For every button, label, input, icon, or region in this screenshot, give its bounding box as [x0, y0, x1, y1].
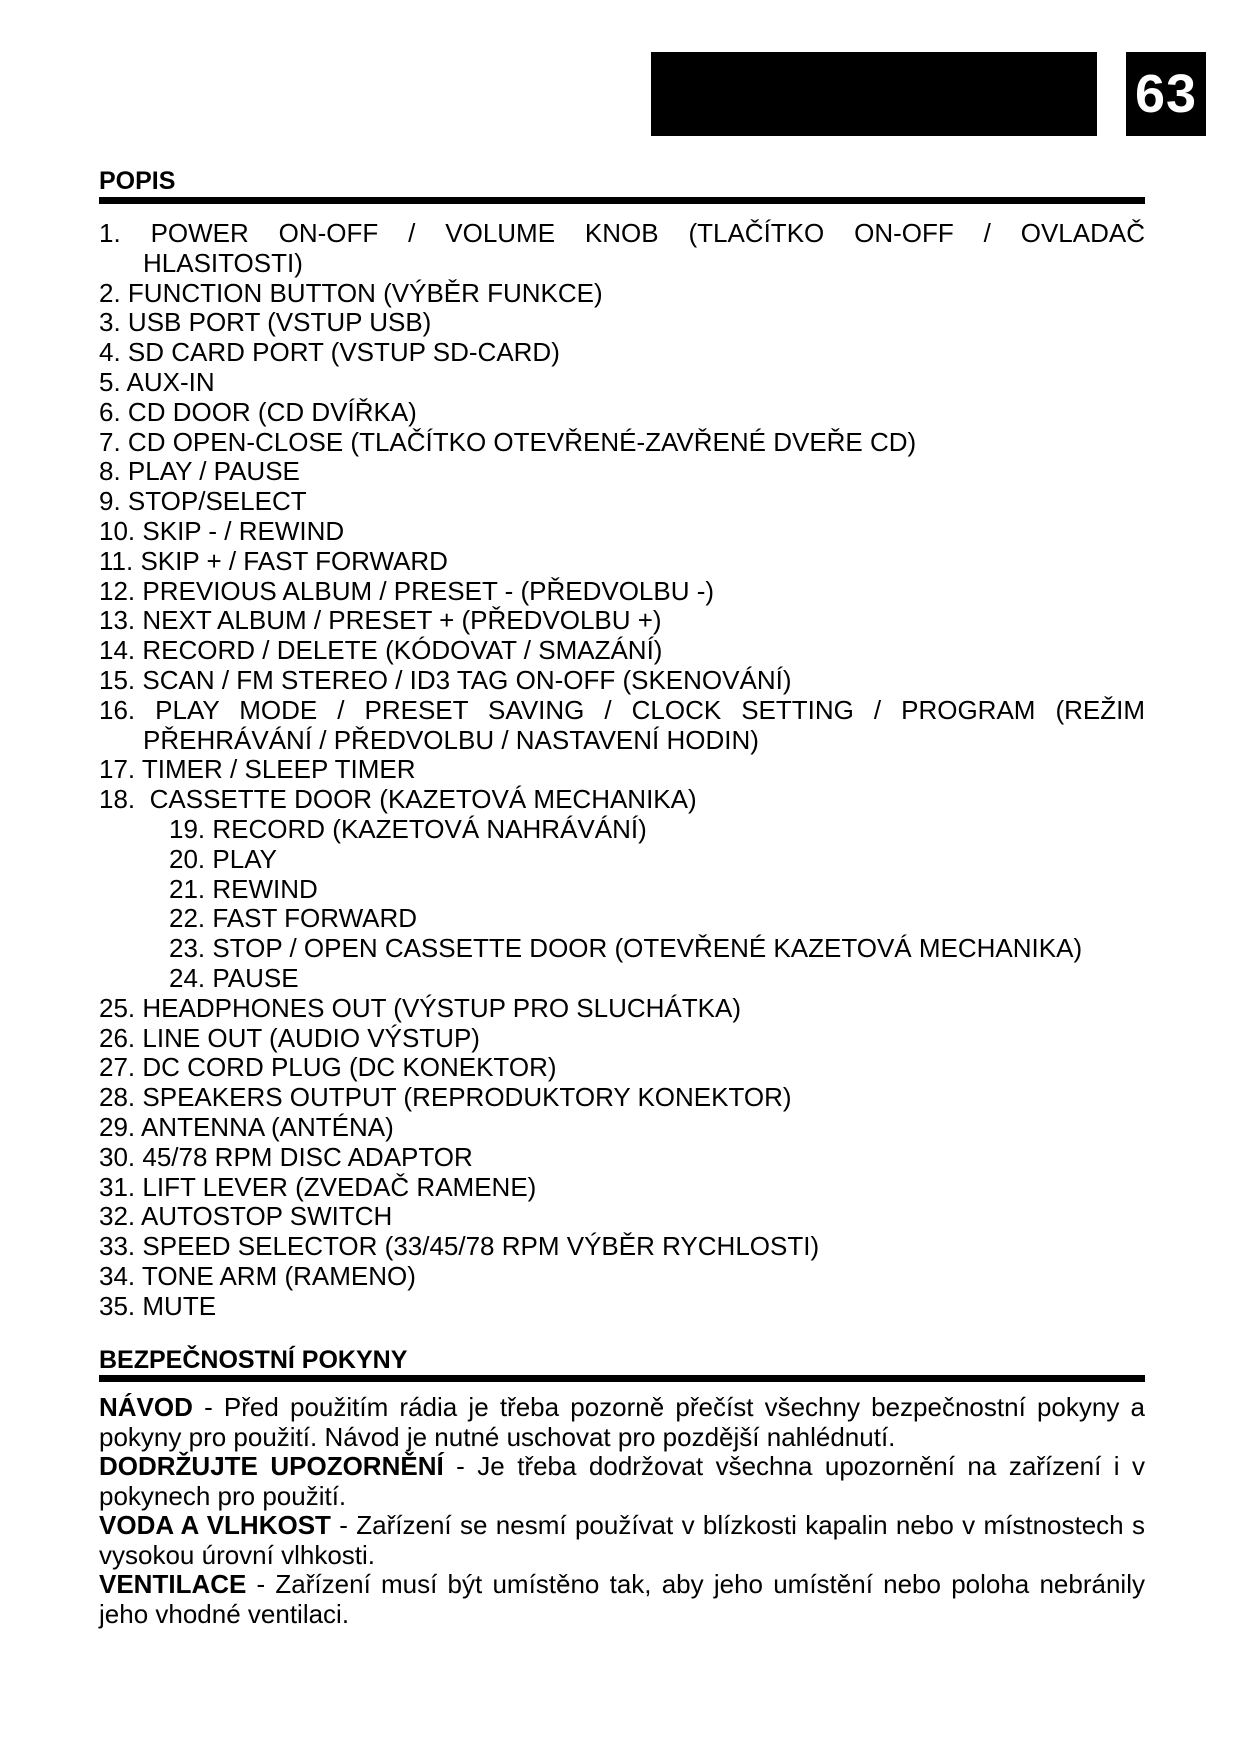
item-text: PAUSE	[212, 962, 299, 993]
list-item	[99, 1024, 1145, 1054]
list-item	[99, 487, 1145, 517]
list-item	[99, 279, 1145, 309]
item-text: RECORD / DELETE (KÓDOVAT / SMAZÁNÍ)	[142, 635, 663, 666]
item-number: 3.	[99, 307, 121, 338]
item-text: MUTE	[142, 1290, 217, 1321]
list-item-sub	[99, 934, 1145, 964]
item-number: 9.	[99, 486, 121, 517]
list-item	[99, 1173, 1145, 1203]
item-number: 4.	[99, 337, 121, 368]
item-text: STOP / OPEN CASSETTE DOOR (OTEVŘENÉ KAZETOVÁ MECHANIKA)	[212, 933, 1083, 964]
safety-paragraph	[99, 1452, 1145, 1511]
list-item	[99, 219, 1145, 279]
item-text: STOP/SELECT	[127, 486, 307, 517]
list-item	[99, 1083, 1145, 1113]
item-text-continued: PŘEHRÁVÁNÍ / PŘEDVOLBU / NASTAVENÍ HODIN)	[143, 724, 759, 755]
section-title-safety: BEZPEČNOSTNÍ POKYNY	[99, 1346, 408, 1374]
item-number: 24.	[169, 962, 206, 993]
safety-text: - Před použitím rádia je třeba pozorně přečíst všechny bezpečnostní pokyny a pokyny pro použití. Návod je nutné uschovat pro pozdější nahlédnutí.	[99, 1392, 1145, 1452]
item-number: 22.	[169, 903, 206, 934]
list-item-sub	[99, 904, 1145, 934]
item-number: 13.	[99, 605, 136, 636]
item-text: CD DOOR (CD DVÍŘKA)	[127, 396, 417, 427]
item-text: PLAY	[212, 843, 277, 874]
list-item	[99, 428, 1145, 458]
list-item	[99, 547, 1145, 577]
header-bar	[651, 52, 1097, 136]
safety-paragraph	[99, 1570, 1145, 1629]
section-rule-popis	[99, 197, 1145, 204]
item-text: SPEAKERS OUTPUT (REPRODUKTORY KONEKTOR)	[142, 1082, 792, 1113]
item-text-continued: HLASITOSTI)	[143, 247, 303, 278]
list-item	[99, 1113, 1145, 1143]
list-item	[99, 636, 1145, 666]
list-item	[99, 696, 1145, 756]
safety-text: - Je třeba dodržovat všechna upozornění na zařízení i v pokynech pro použití.	[99, 1451, 1145, 1511]
item-text: ANTENNA (ANTÉNA)	[140, 1111, 394, 1142]
item-number: 12.	[99, 575, 136, 606]
item-number: 28.	[99, 1082, 136, 1113]
item-text: POWER ON-OFF / VOLUME KNOB (TLAČÍTKO ON-OFF / OVLADAČ	[150, 218, 1145, 248]
list-item-sub	[99, 964, 1145, 994]
safety-paragraph	[99, 1393, 1145, 1452]
page-number: 63	[1126, 52, 1206, 136]
item-number: 33.	[99, 1231, 136, 1262]
item-text: DC CORD PLUG (DC KONEKTOR)	[142, 1052, 557, 1083]
list-item	[99, 338, 1145, 368]
item-text: FUNCTION BUTTON (VÝBĚR FUNKCE)	[127, 277, 603, 308]
list-item	[99, 398, 1145, 428]
item-text: TONE ARM (RAMENO)	[141, 1260, 416, 1291]
list-item	[99, 1053, 1145, 1083]
safety-text: - Zařízení se nesmí používat v blízkosti kapalin nebo v místnostech s vysokou úrovní vlhkosti.	[99, 1510, 1145, 1570]
list-item-sub	[99, 815, 1145, 845]
list-item	[99, 368, 1145, 398]
item-number: 17.	[99, 754, 136, 785]
item-number: 7.	[99, 426, 121, 457]
item-number: 16.	[99, 694, 136, 725]
list-item	[99, 785, 1145, 815]
list-item	[99, 1262, 1145, 1292]
item-number: 6.	[99, 396, 121, 427]
item-text: NEXT ALBUM / PRESET + (PŘEDVOLBU +)	[142, 605, 662, 636]
item-number: 31.	[99, 1171, 136, 1202]
item-number: 10.	[99, 515, 136, 546]
item-number: 19.	[169, 813, 206, 844]
safety-label: NÁVOD	[99, 1392, 193, 1422]
section-rule-safety	[99, 1375, 1145, 1382]
item-number: 1.	[99, 218, 121, 248]
item-text: PLAY MODE / PRESET SAVING / CLOCK SETTING / PROGRAM (REŽIM	[155, 694, 1145, 725]
list-item	[99, 1232, 1145, 1262]
item-number: 35.	[99, 1290, 136, 1321]
item-text: USB PORT (VSTUP USB)	[127, 307, 432, 338]
list-item	[99, 994, 1145, 1024]
item-text: LINE OUT (AUDIO VÝSTUP)	[142, 1022, 480, 1053]
component-list	[99, 219, 1145, 1321]
item-number: 5.	[99, 366, 121, 397]
list-item-sub	[99, 875, 1145, 905]
item-number: 27.	[99, 1052, 136, 1083]
item-text: 45/78 RPM DISC ADAPTOR	[142, 1141, 473, 1172]
item-text: CD OPEN-CLOSE (TLAČÍTKO OTEVŘENÉ-ZAVŘENÉ DVEŘE CD)	[127, 426, 917, 457]
list-item	[99, 517, 1145, 547]
item-number: 14.	[99, 635, 136, 666]
item-text: AUX-IN	[126, 366, 215, 397]
item-number: 29.	[99, 1111, 136, 1142]
list-item	[99, 666, 1145, 696]
list-item	[99, 1202, 1145, 1232]
item-text: SD CARD PORT (VSTUP SD-CARD)	[127, 337, 560, 368]
item-number: 2.	[99, 277, 121, 308]
item-number: 26.	[99, 1022, 136, 1053]
list-item	[99, 1143, 1145, 1173]
list-item-sub	[99, 845, 1145, 875]
item-text: FAST FORWARD	[212, 903, 418, 934]
item-text: CASSETTE DOOR (KAZETOVÁ MECHANIKA)	[149, 784, 697, 815]
list-item	[99, 457, 1145, 487]
item-text: REWIND	[212, 873, 318, 904]
item-text: SKIP - / REWIND	[142, 515, 345, 546]
list-item	[99, 1292, 1145, 1322]
item-number: 8.	[99, 456, 121, 487]
item-number: 34.	[99, 1260, 136, 1291]
item-text: SKIP + / FAST FORWARD	[140, 545, 448, 576]
safety-text: - Zařízení musí být umístěno tak, aby jeho umístění nebo poloha nebránily jeho vhodné ventilaci.	[99, 1569, 1145, 1629]
item-text: LIFT LEVER (ZVEDAČ RAMENE)	[142, 1171, 537, 1202]
item-number: 15.	[99, 664, 136, 695]
item-number: 30.	[99, 1141, 136, 1172]
item-number: 11.	[99, 545, 134, 576]
list-item	[99, 577, 1145, 607]
safety-instructions	[99, 1393, 1145, 1629]
item-text: PREVIOUS ALBUM / PRESET - (PŘEDVOLBU -)	[142, 575, 715, 606]
item-number: 18.	[99, 784, 136, 815]
item-text: RECORD (KAZETOVÁ NAHRÁVÁNÍ)	[212, 813, 647, 844]
item-number: 20.	[169, 843, 206, 874]
item-number: 32.	[99, 1201, 136, 1232]
item-number: 21.	[169, 873, 206, 904]
item-text: AUTOSTOP SWITCH	[140, 1201, 393, 1232]
safety-label: VODA A VLHKOST	[99, 1510, 331, 1540]
section-title-popis: POPIS	[99, 167, 176, 195]
list-item	[99, 755, 1145, 785]
safety-paragraph	[99, 1511, 1145, 1570]
safety-label: VENTILACE	[99, 1569, 247, 1599]
item-text: PLAY / PAUSE	[127, 456, 300, 487]
list-item	[99, 606, 1145, 636]
item-number: 25.	[99, 992, 136, 1023]
safety-label: DODRŽUJTE UPOZORNĚNÍ	[99, 1451, 444, 1481]
item-text: TIMER / SLEEP TIMER	[141, 754, 416, 785]
item-text: HEADPHONES OUT (VÝSTUP PRO SLUCHÁTKA)	[142, 992, 741, 1023]
list-item	[99, 308, 1145, 338]
item-text: SCAN / FM STEREO / ID3 TAG ON-OFF (SKENOVÁNÍ)	[142, 664, 792, 695]
item-number: 23.	[169, 933, 206, 964]
item-text: SPEED SELECTOR (33/45/78 RPM VÝBĚR RYCHLOSTI)	[142, 1231, 820, 1262]
